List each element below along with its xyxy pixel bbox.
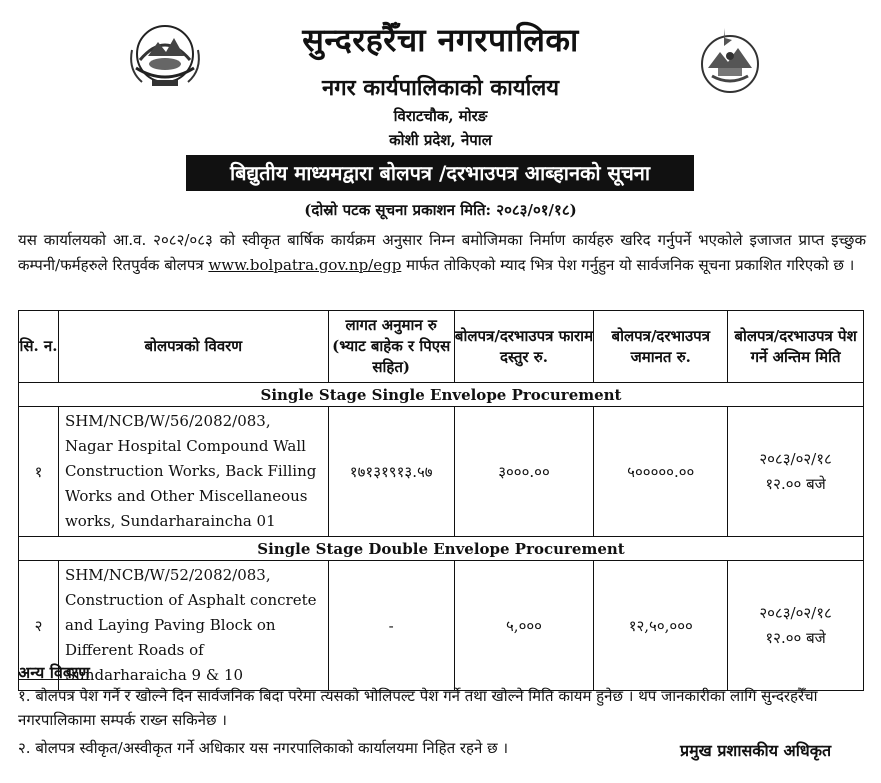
bolpatra-link[interactable]: www.bolpatra.gov.np/egp: [208, 256, 402, 274]
header-security: बोलपत्र/दरभाउपत्र जमानत रु.: [594, 311, 728, 383]
section-row-single-envelope: [19, 383, 864, 407]
row-deadline: [728, 407, 864, 537]
notice-banner: बिद्युतीय माध्यमद्वारा बोलपत्र /दरभाउपत्र आब्हानको सूचना: [186, 155, 694, 191]
signature-title: प्रमुख प्रशासकीय अधिकृत: [680, 741, 832, 760]
other-details-title: अन्य विवरण: [18, 663, 90, 682]
section-row-double-envelope: [19, 537, 864, 561]
municipality-name: सुन्दरहरैँचा नगरपालिका: [302, 21, 579, 59]
tender-table: [18, 310, 864, 691]
header-sn: सि. न.: [19, 311, 59, 383]
deadline-date: २०८३/०२/१८: [759, 449, 832, 468]
row-form-fee: ३०००.००: [454, 407, 594, 537]
row-description: SHM/NCB/W/52/2082/083, Construction of Asphalt concrete and Laying Paving Block on Different Roads of Sundarharaicha 9 & 10: [58, 561, 328, 691]
intro-text-2: मार्फत तोकिएको म्याद भित्र पेश गर्नुहुन यो सार्वजनिक सूचना प्रकाशित गरिएको छ ।: [406, 256, 855, 274]
table-header-row: [19, 311, 864, 383]
header-form-fee: बोलपत्र/दरभाउपत्र फाराम दस्तुर रु.: [454, 311, 594, 383]
other-details-item-1: १. बोलपत्र पेश गर्ने र खोल्ने दिन सार्वजनिक बिदा परेमा त्यसको भोलिपल्ट पेश गर्ने तथा खोल्ने मिति कायम हुनेछ । थप जानकारीका लागि सुन्दरहरैँचा नगरपालिकामा सम्पर्क राख्न सकिनेछ ।: [18, 687, 818, 729]
publication-date: (दोस्रो पटक सूचना प्रकाशन मिति: २०८३/०१/१८): [304, 201, 577, 219]
intro-text-1: यस कार्यालयको आ.व. २०८२/०८३ को स्वीकृत बार्षिक कार्यक्रम अनुसार निम्न बमोजिमका निर्माण कार्यहरु खरिद गर्नुपर्ने भएकोले इजाजत प्राप्त इच्छुक कम्पनी/फर्महरुले रितपुर्वक बोलपत्र: [18, 231, 866, 274]
row-estimate: १७१३१९१३.५७: [328, 407, 454, 537]
header-estimate: लागत अनुमान रु (भ्याट बाहेक र पिएस सहित): [328, 311, 454, 383]
address-line-2: कोशी प्रदेश, नेपाल: [389, 131, 492, 149]
row-sn: १: [19, 407, 59, 537]
row-form-fee: ५,०००: [454, 561, 594, 691]
row-security: १२,५०,०००: [594, 561, 728, 691]
section-label: Single Stage Single Envelope Procurement: [19, 383, 864, 407]
deadline-time: १२.०० बजे: [765, 474, 826, 493]
header-deadline: बोलपत्र/दरभाउपत्र पेश गर्ने अन्तिम मिति: [728, 311, 864, 383]
table-row: [19, 561, 864, 691]
row-security: ५०००००.००: [594, 407, 728, 537]
header-description: बोलपत्रको विवरण: [58, 311, 328, 383]
other-details-item-2: २. बोलपत्र स्वीकृत/अस्वीकृत गर्ने अधिकार यस नगरपालिकाको कार्यालयमा निहित रहने छ ।: [18, 739, 509, 757]
row-deadline: [728, 561, 864, 691]
deadline-date: २०८३/०२/१८: [759, 603, 832, 622]
table-row: [19, 407, 864, 537]
row-estimate: -: [328, 561, 454, 691]
deadline-time: १२.०० बजे: [765, 628, 826, 647]
section-label: Single Stage Double Envelope Procurement: [19, 537, 864, 561]
office-name: नगर कार्यपालिकाको कार्यालय: [322, 75, 559, 101]
notice-header: [0, 0, 881, 160]
row-description: SHM/NCB/W/56/2082/083, Nagar Hospital Compound Wall Construction Works, Back Filling Works and Other Miscellaneous works, Sundarharaincha 01: [58, 407, 328, 537]
intro-paragraph: [18, 228, 866, 278]
row-sn: २: [19, 561, 59, 691]
address-line-1: विराटचौक, मोरङ: [393, 107, 488, 125]
